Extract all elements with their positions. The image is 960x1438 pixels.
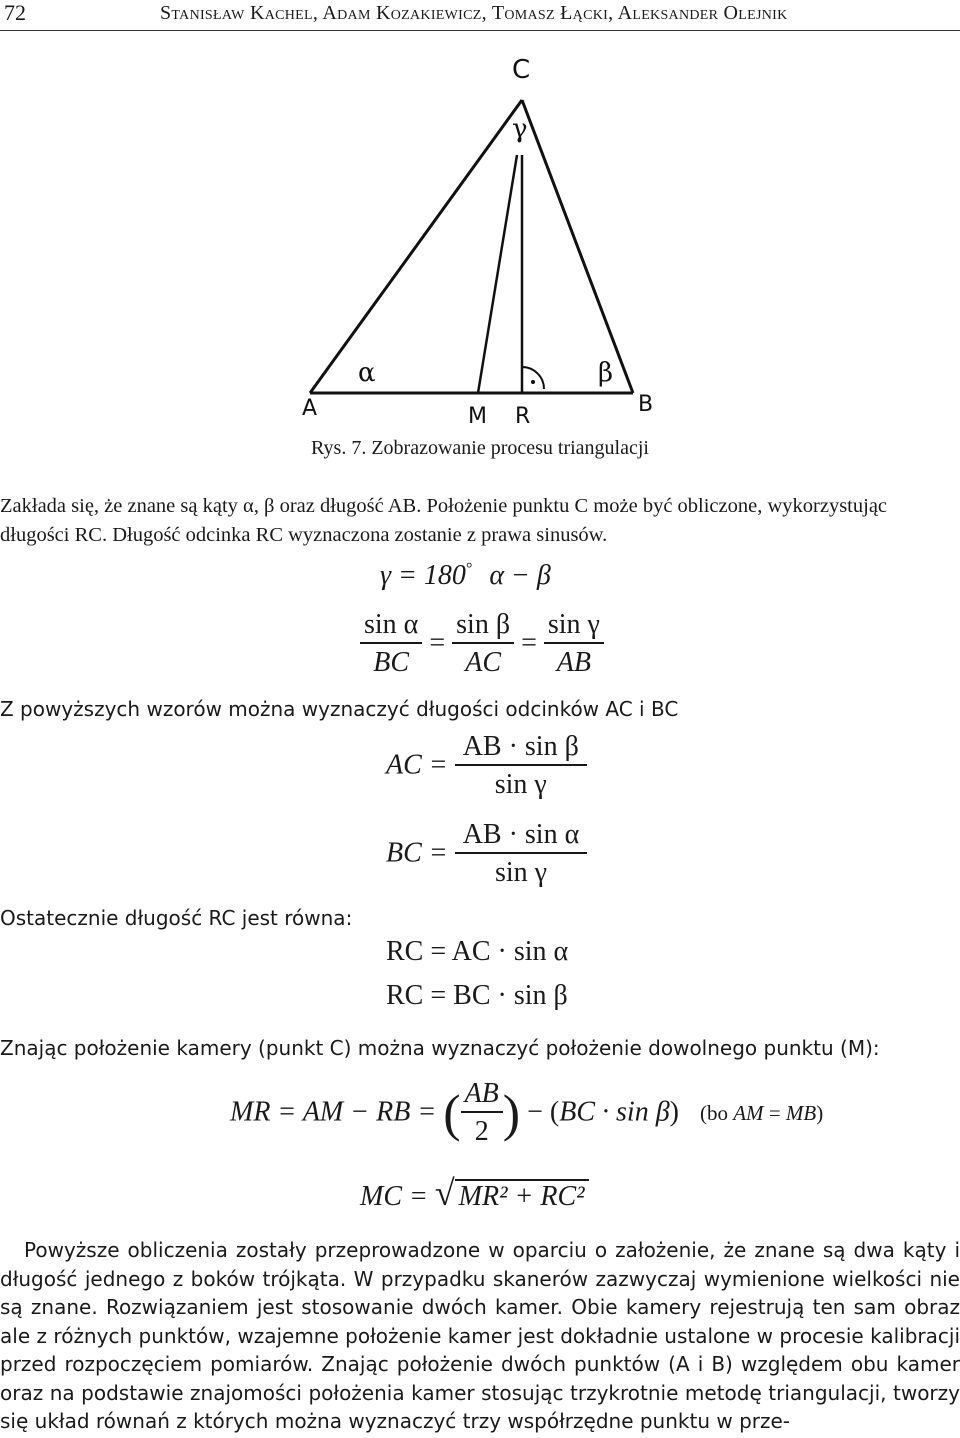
label-r: R [515, 404, 531, 429]
minus-sign: − [527, 1096, 543, 1128]
numerator: sin γ [544, 608, 604, 644]
denominator: sin γ [494, 857, 547, 888]
right-angle-arc [522, 367, 544, 389]
left-paren: ( [443, 1085, 461, 1143]
numerator: sin β [452, 608, 514, 644]
equation-law-of-sines [360, 608, 604, 682]
running-head-authors: Stanisław Kachel, Adam Kozakiewicz, Tomasz Łącki, Aleksander Olejnik [160, 2, 788, 24]
paren-close: ) [669, 1096, 679, 1128]
radicand: MR² + RC² [455, 1179, 589, 1212]
note-prefix: (bo [699, 1101, 734, 1126]
label-b: B [638, 392, 654, 417]
numerator: AB · sin α [455, 818, 588, 854]
equation-ac [386, 730, 587, 804]
side-ac [310, 100, 522, 393]
equation-rc-alpha: RC = AC · sin α [386, 936, 569, 967]
equals-sign: = [521, 627, 537, 659]
equation-mc [360, 1172, 589, 1214]
equation-gamma [380, 560, 551, 592]
label-a: A [302, 396, 318, 421]
fraction-ac [455, 730, 587, 804]
figure-caption: Rys. 7. Zobrazowanie procesu triangulacji [311, 437, 649, 459]
label-gamma: γ [512, 114, 528, 144]
header-rule [0, 30, 960, 31]
sqrt-sign: √ [434, 1173, 455, 1213]
degree-sign: ° [465, 560, 473, 578]
equation-rc-beta: RC = BC · sin β [386, 980, 568, 1011]
label-alpha: α [358, 358, 376, 388]
denominator: AC [465, 647, 501, 678]
fraction-ab-half [461, 1077, 503, 1151]
numerator: sin α [360, 608, 422, 644]
triangulation-figure [290, 45, 680, 435]
label-m: M [468, 404, 487, 429]
note-am-mb [700, 1101, 823, 1125]
fraction-bc [455, 818, 588, 892]
note-suffix: ) [816, 1101, 824, 1126]
finally-text: Ostatecznie długość RC jest równa: [0, 906, 353, 930]
page-number: 72 [4, 0, 26, 25]
paren-open: ( [549, 1096, 560, 1128]
line-cm [478, 155, 517, 393]
bc-lhs: BC = [386, 837, 448, 869]
equation-bc [386, 818, 587, 892]
equation-mr [230, 1077, 823, 1151]
page-header [0, 0, 960, 30]
denominator: 2 [474, 1116, 489, 1147]
gamma-rhs: α − β [489, 560, 551, 591]
note-am: AM [733, 1101, 764, 1126]
label-c: C [512, 55, 531, 85]
note-eq: = [763, 1101, 786, 1126]
right-paren: ) [502, 1085, 521, 1143]
denominator: BC [373, 647, 410, 678]
intro-paragraph: Zakłada się, że znane są kąty α, β oraz długość AB. Położenie punktu C może być obliczone, wykorzystując długości RC. Długość odcinka RC wyznaczona zostanie z prawa sinusów. [0, 495, 888, 546]
numerator: AB · sin β [455, 730, 587, 766]
triangle-diagram [290, 45, 680, 435]
note-mb: MB [785, 1101, 817, 1126]
denominator: AB [556, 647, 592, 678]
knowing-text: Znając położenie kamery (punkt C) można wyznaczyć położenie dowolnego punktu (M): [0, 1036, 880, 1060]
side-bc [522, 100, 633, 393]
mc-lhs: MC = [360, 1181, 428, 1212]
fraction-sin-gamma [544, 608, 604, 682]
final-paragraph: Powyższe obliczenia zostały przeprowadzone w oparciu o założenie, że znane są dwa kąty i długość jednego z boków trójkąta. W przypadku skanerów zazwyczaj wymienione wielkości nie są znane. Rozwiązaniem jest stosowanie dwóch kamer. Obie kamery rejestrują ten sam obraz ale z różnych punktów, wzajemne położenie kamer jest dokładnie ustalone w procesie kalibracji przed rozpoczęciem pomiarów. Znając położenie dwóch punktów (A i B) względem obu kamer oraz na podstawie znajomości położenia kamer stosując trzykrotnie metodę triangulacji, tworzy się układ równań z których można wyznaczyć trzy współrzędne punktu w prze- [0, 1238, 960, 1433]
bc-sin-beta: BC · sin β [559, 1096, 670, 1128]
denominator: sin γ [494, 769, 547, 800]
fraction-sin-alpha [360, 608, 422, 682]
fraction-sin-beta [452, 608, 514, 682]
from-formulas-text: Z powyższych wzorów można wyznaczyć długości odcinków AC i BC [0, 697, 679, 721]
gamma-lhs: γ = 180 [380, 560, 466, 591]
numerator: AB [461, 1077, 503, 1113]
ac-lhs: AC = [386, 749, 448, 781]
label-beta: β [598, 358, 614, 388]
equals-sign: = [429, 627, 446, 659]
mr-lhs: MR = AM − RB = [230, 1096, 437, 1128]
right-angle-dot [531, 380, 535, 384]
